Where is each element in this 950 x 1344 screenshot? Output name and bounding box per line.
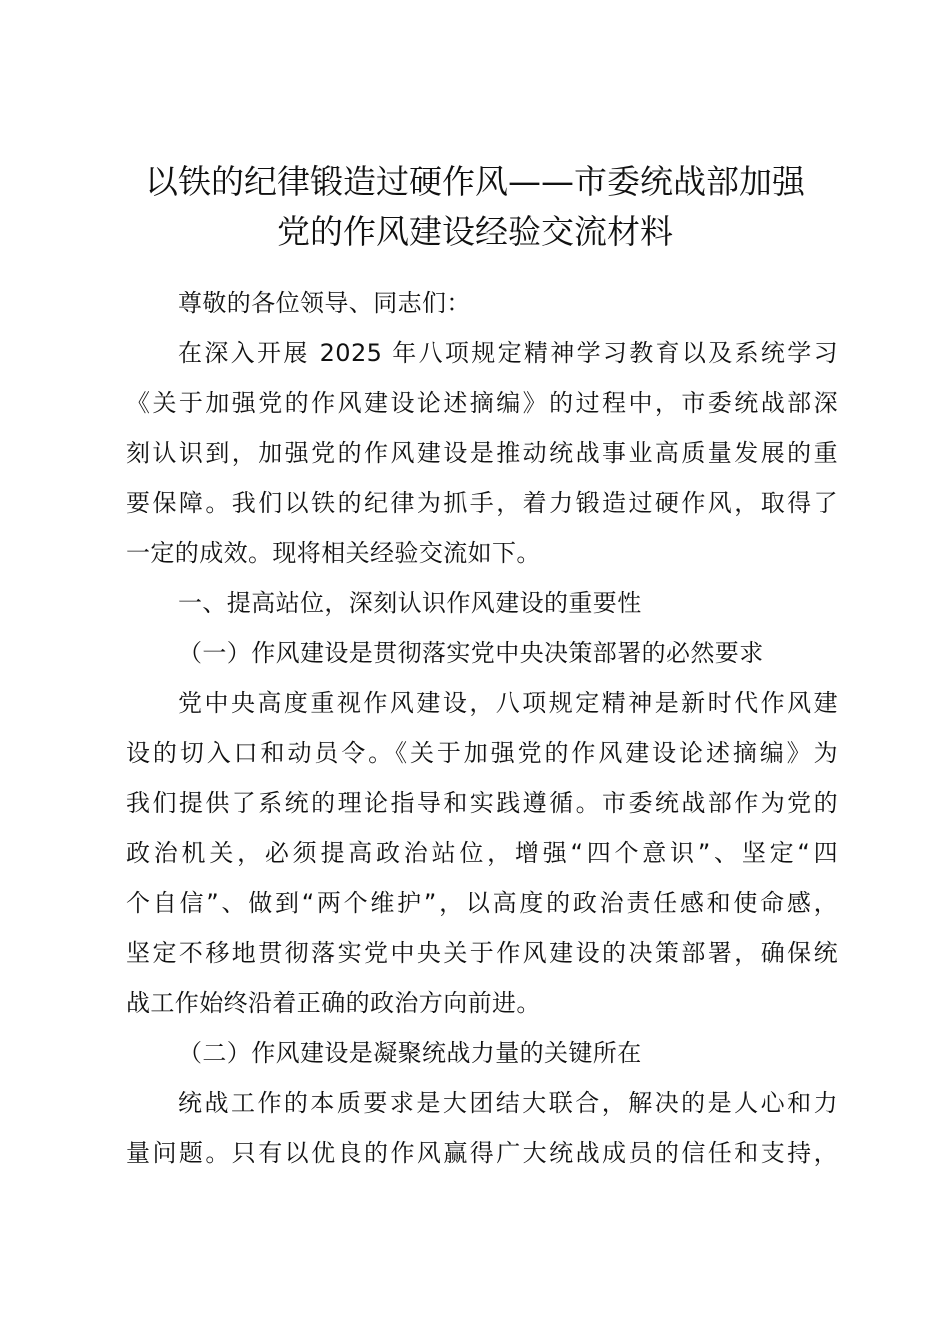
paragraph-line: 刻认识到，加强党的作风建设是推动统战事业高质量发展的重 [126,439,838,467]
paragraph-line: 设的切入口和动员令。《关于加强党的作风建设论述摘编》为 [126,739,838,767]
section-heading: 一、提高站位，深刻认识作风建设的重要性 [178,589,642,617]
paragraph-line: 党中央高度重视作风建设，八项规定精神是新时代作风建 [178,689,838,717]
paragraph-line: 坚定不移地贯彻落实党中央关于作风建设的决策部署，确保统 [126,939,838,967]
paragraph-line: 要保障。我们以铁的纪律为抓手，着力锻造过硬作风，取得了 [126,489,838,517]
subsection-heading: （一）作风建设是贯彻落实党中央决策部署的必然要求 [178,639,764,667]
paragraph-line: 一定的成效。现将相关经验交流如下。 [126,539,541,567]
paragraph-line: 《关于加强党的作风建设论述摘编》的过程中，市委统战部深 [126,389,838,417]
paragraph-line: 在深入开展 2025 年八项规定精神学习教育以及系统学习 [178,339,838,367]
paragraph-line: 战工作始终沿着正确的政治方向前进。 [126,989,541,1017]
paragraph-line: 统战工作的本质要求是大团结大联合，解决的是人心和力 [178,1089,838,1117]
document-title-line-2: 党的作风建设经验交流材料 [277,212,673,251]
paragraph-line: 我们提供了系统的理论指导和实践遵循。市委统战部作为党的 [126,789,838,817]
document-title-line-1: 以铁的纪律锻造过硬作风——市委统战部加强 [145,162,805,201]
salutation: 尊敬的各位领导、同志们： [178,289,471,317]
paragraph-line: 量问题。只有以优良的作风赢得广大统战成员的信任和支持， [126,1139,838,1167]
paragraph-line: 个自信”、做到“两个维护”，以高度的政治责任感和使命感， [126,889,838,917]
subsection-heading: （二）作风建设是凝聚统战力量的关键所在 [178,1039,642,1067]
paragraph-line: 政治机关，必须提高政治站位，增强“四个意识”、坚定“四 [126,839,838,867]
